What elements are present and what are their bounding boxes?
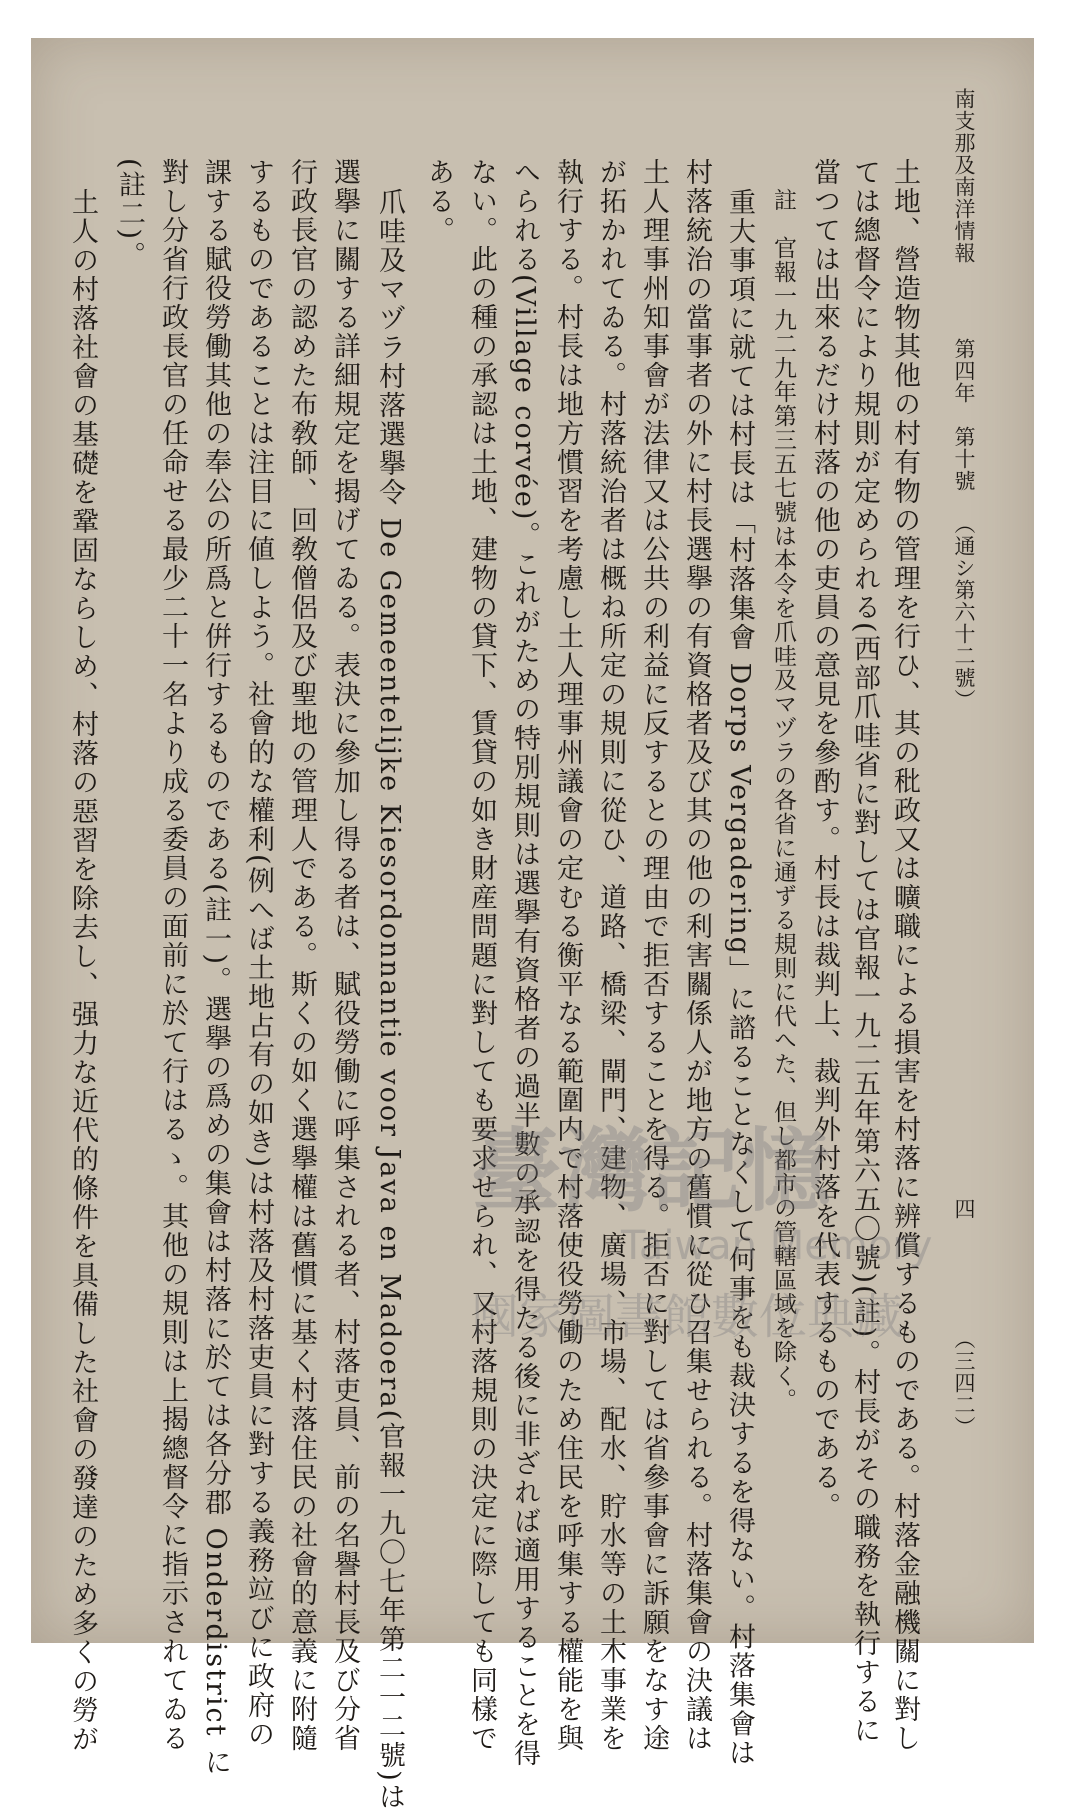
text-column: 執行する。村長は地方慣習を考慮し土人理事州議會の定むる衡平なる範圍内で村落使役勞働のため住民を呼集する權能を與	[552, 158, 583, 1753]
text-column: 課する賦役勞働其他の奉公の所爲と倂行するものである(註一)。選擧の爲めの集會は村落に於ては各分郡 Onderdistrict に	[200, 158, 231, 1778]
watermark-logo: 臺灣記憶	[471, 1119, 831, 1224]
text-column: 重大事項に就ては村長は「村落集會 Dorps Vergadering」に諮ることなくして何事をも裁決するを得ない。村落集會は	[724, 188, 755, 1768]
text-column: 選擧に關する詳細規定を揭げてゐる。表決に參加し得る者は、賦役勞働に呼集される者、村落吏員、前の名譽村長及び分省	[329, 158, 360, 1753]
watermark-english: Taiwan Memory	[621, 1223, 933, 1269]
text-column: 村落統治の當事者の外に村長選擧の有資格者及び其の他の利害關係人が地方の舊慣に從ひ召集せられる。村落集會の決議は	[681, 158, 712, 1753]
page-number: 四	[952, 1198, 976, 1220]
text-column: 對し分省行政長官の任命せる最少二十一名より成る委員の面前に於て行はるゝ。其他の規則は上揭總督令に指示されてゐる	[157, 158, 188, 1753]
text-column: 當つては出來るだけ村落の他の吏員の意見を參酌す。村長は裁判上、裁判外村落を代表するものである。	[809, 158, 840, 1521]
page-total: （三四二）	[952, 1328, 976, 1438]
text-column: が拓かれてゐる。村落統治者は概ね所定の規則に從ひ、道路、橋梁、閘門、建物、廣場、市場、配水、貯水等の土木事業を	[595, 158, 626, 1753]
issue-number: 第四年 第十號	[952, 338, 976, 492]
text-column: ては總督令により規則が定められる(西部爪哇省に對しては官報一九二五年第六五〇號)(註)。村長がその職務を執行するに	[849, 158, 880, 1746]
text-column: ある。	[423, 158, 454, 245]
serial-number: （通シ第六十二號）	[952, 513, 976, 711]
journal-title: 南支那及南洋情報	[952, 88, 976, 264]
text-column: (註二)。	[114, 158, 145, 271]
text-column: 行政長官の認めた布敎師、回敎僧侶及び聖地の管理人である。斯くの如く選擧權は舊慣に基く村落住民の社會的意義に附隨	[286, 158, 317, 1753]
text-column: 爪哇及マヅラ村落選擧令 De Gemeentelijke Kiesordonnantie voor Java en Madoera(官報一九〇七年第二一二號)は	[374, 188, 405, 1812]
footnote-column: 註 官報一九二九年第三五七號は本令を爪哇及マヅラの各省に通ずる規則に代へた、但し都市の管轄區域を除く。	[770, 188, 796, 1412]
text-column: へられる(Village corvée)。これがための特別規則は選擧有資格者の過半數の承認を得たる後に非ざれば適用することを得	[509, 158, 540, 1769]
watermark-organization: 國家圖書館數位典藏	[471, 1289, 904, 1345]
text-column: 土人理事州知事會が法律又は公共の利益に反するとの理由で拒否することを得る。拒否に對しては省參事會に訴願をなす途	[638, 158, 669, 1753]
text-column: ない。此の種の承認は土地、建物の貸下、賃貸の如き財産問題に對しても要求せられ、又村落規則の決定に際しても同樣で	[466, 158, 497, 1753]
text-column: 土人の村落社會の基礎を鞏固ならしめ、村落の惡習を除去し、强力な近代的條件を具備した社會の發達のため多くの勞が	[67, 188, 98, 1754]
text-column: 土地、營造物其他の村有物の管理を行ひ、其の秕政又は曠職による損害を村落に辨償するものである。村落金融機關に對し	[889, 158, 920, 1753]
document-page	[31, 38, 1034, 1812]
text-column: するものであることは注目に値しよう。社會的な權利(例へば土地占有の如き)は村落及村落吏員に對する義務竝びに政府の	[243, 158, 274, 1750]
